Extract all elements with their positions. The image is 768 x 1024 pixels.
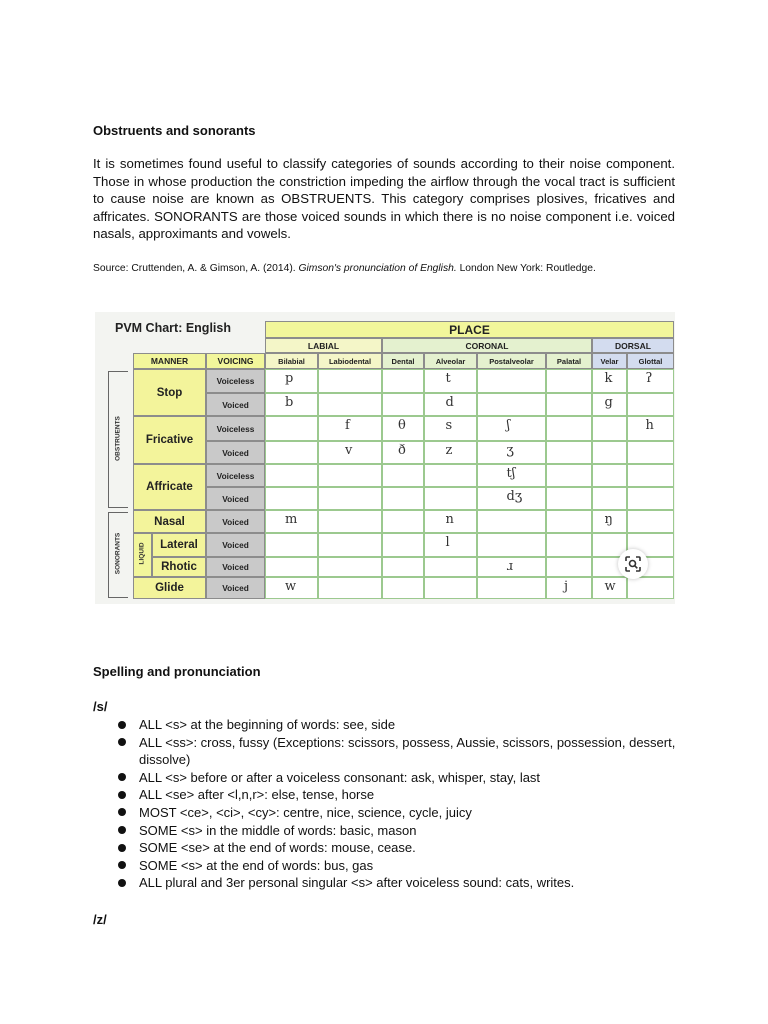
voicing-cell: Voiced <box>206 533 265 557</box>
obstruents-label: OBSTRUENTS <box>114 416 122 461</box>
manner-fricative: Fricative <box>133 416 206 464</box>
liquid-label: LIQUID <box>138 542 146 565</box>
ipa-symbol: d <box>445 395 454 410</box>
bullet-list <box>118 716 688 892</box>
manner-header: MANNER <box>133 353 206 369</box>
list-item: SOME <se> at the end of words: mouse, cease. <box>118 839 688 857</box>
ipa-symbol: j <box>564 579 569 594</box>
column-header: Alveolar <box>424 353 477 369</box>
chart-cell <box>382 393 424 416</box>
dorsal-header: DORSAL <box>592 338 674 353</box>
chart-cell <box>382 369 424 393</box>
column-header: Labiodental <box>318 353 382 369</box>
chart-cell <box>477 510 546 533</box>
chart-cell <box>265 557 318 577</box>
voicing-cell: Voiceless <box>206 464 265 487</box>
manner-stop: Stop <box>133 369 206 416</box>
voicing-cell: Voiced <box>206 441 265 464</box>
ipa-symbol: tʃ <box>506 466 516 481</box>
list-item: MOST <ce>, <ci>, <cy>: centre, nice, science, cycle, juicy <box>118 804 688 822</box>
chart-cell <box>627 393 674 416</box>
ipa-symbol: ʃ <box>506 418 511 433</box>
chart-cell <box>318 464 382 487</box>
chart-cell <box>318 533 382 557</box>
chart-cell <box>592 441 627 464</box>
chart-cell <box>318 577 382 599</box>
lens-glyph <box>624 555 642 573</box>
list-item: ALL <ss>: cross, fussy (Exceptions: scissors, possess, Aussie, scissors, possession, dessert, dissolve) <box>118 734 688 769</box>
chart-cell <box>592 464 627 487</box>
voicing-cell: Voiced <box>206 510 265 533</box>
chart-cell <box>265 533 318 557</box>
ipa-symbol: z <box>445 443 453 458</box>
list-item: ALL <se> after <l,n,r>: else, tense, horse <box>118 786 688 804</box>
chart-cell <box>318 510 382 533</box>
chart-cell <box>477 577 546 599</box>
ipa-symbol: p <box>285 371 294 386</box>
list-item: ALL <s> at the beginning of words: see, side <box>118 716 688 734</box>
chart-cell <box>265 487 318 510</box>
chart-cell <box>627 487 674 510</box>
column-header: Dental <box>382 353 424 369</box>
column-header: Velar <box>592 353 627 369</box>
chart-cell <box>382 510 424 533</box>
chart-cell <box>592 416 627 441</box>
chart-cell <box>546 510 592 533</box>
chart-cell <box>382 464 424 487</box>
ipa-symbol: s <box>445 418 453 433</box>
chart-cell <box>546 393 592 416</box>
chart-cell <box>424 577 477 599</box>
manner-lateral: Lateral <box>152 533 206 557</box>
chart-cell <box>477 533 546 557</box>
section-heading: Obstruents and sonorants <box>93 123 256 138</box>
chart-cell <box>318 393 382 416</box>
labial-header: LABIAL <box>265 338 382 353</box>
ipa-symbol: w <box>285 579 297 594</box>
chart-cell <box>265 416 318 441</box>
chart-cell <box>382 487 424 510</box>
chart-cell <box>382 557 424 577</box>
ipa-symbol: ɹ <box>506 559 514 574</box>
chart-cell <box>477 369 546 393</box>
chart-cell <box>318 369 382 393</box>
voicing-cell: Voiceless <box>206 369 265 393</box>
ipa-symbol: v <box>345 443 353 458</box>
source-citation <box>93 263 693 274</box>
voicing-header: VOICING <box>206 353 265 369</box>
ipa-symbol: θ <box>398 418 406 433</box>
chart-cell <box>424 557 477 577</box>
chart-cell <box>546 464 592 487</box>
manner-rhotic: Rhotic <box>152 557 206 577</box>
chart-cell <box>477 416 546 441</box>
column-header: Postalveolar <box>477 353 546 369</box>
ipa-symbol: h <box>645 418 654 433</box>
chart-cell <box>546 416 592 441</box>
chart-cell <box>546 369 592 393</box>
ipa-symbol: k <box>604 371 613 386</box>
voicing-cell: Voiceless <box>206 416 265 441</box>
section-heading: Spelling and pronunciation <box>93 664 261 679</box>
list-item: ALL plural and 3er personal singular <s> after voiceless sound: cats, writes. <box>118 874 688 892</box>
chart-cell <box>424 487 477 510</box>
ipa-symbol: l <box>445 535 450 550</box>
source-prefix: Source: Cruttenden, A. & Gimson, A. (2014). <box>93 263 299 274</box>
chart-cell <box>265 441 318 464</box>
source-suffix: London New York: Routledge. <box>456 263 596 274</box>
chart-cell <box>424 464 477 487</box>
chart-cell <box>627 577 674 599</box>
ipa-symbol: f <box>345 418 350 433</box>
chart-cell <box>318 557 382 577</box>
chart-cell <box>546 441 592 464</box>
chart-cell <box>592 487 627 510</box>
ipa-symbol: ŋ <box>604 512 613 527</box>
ipa-symbol: g <box>604 395 613 410</box>
ipa-symbol: ʔ <box>645 371 653 386</box>
voicing-cell: Voiced <box>206 577 265 599</box>
chart-cell <box>627 441 674 464</box>
ipa-symbol: w <box>604 579 616 594</box>
column-header: Palatal <box>546 353 592 369</box>
pvm-chart-image <box>95 312 675 604</box>
ipa-symbol: m <box>285 512 298 527</box>
chart-cell <box>546 487 592 510</box>
phoneme-label-z: /z/ <box>93 912 107 927</box>
place-header: PLACE <box>265 321 674 338</box>
manner-nasal: Nasal <box>133 510 206 533</box>
chart-cell <box>627 464 674 487</box>
list-item: SOME <s> at the end of words: bus, gas <box>118 857 688 875</box>
sonorants-label: SONORANTS <box>114 532 122 575</box>
body-paragraph: It is sometimes found useful to classify categories of sounds according to their noise component. Those in whose production the constriction impeding the airflow through the vocal tract is sufficient to cause noise are known as OBSTRUENTS. This category comprises plosives, fricatives and affricates. SONORANTS are those voiced sounds in which there is no noise component i.e. voiced nasals, approximants and vowels. <box>93 156 675 242</box>
chart-cell <box>546 557 592 577</box>
ipa-symbol: n <box>445 512 454 527</box>
column-header: Bilabial <box>265 353 318 369</box>
coronal-header: CORONAL <box>382 338 592 353</box>
chart-cell <box>318 487 382 510</box>
ipa-symbol: t <box>445 371 451 386</box>
ipa-symbol: b <box>285 395 294 410</box>
chart-cell <box>477 393 546 416</box>
ipa-symbol: ð <box>398 443 406 458</box>
source-title: Gimson's pronunciation of English. <box>298 263 457 274</box>
ipa-symbol: ʒ <box>506 443 514 458</box>
chart-cell <box>546 533 592 557</box>
ipa-symbol: dʒ <box>506 489 523 504</box>
lens-search-icon[interactable] <box>618 549 648 579</box>
voicing-cell: Voiced <box>206 487 265 510</box>
list-item: ALL <s> before or after a voiceless consonant: ask, whisper, stay, last <box>118 769 688 787</box>
chart-cell <box>318 416 382 441</box>
list-item: SOME <s> in the middle of words: basic, mason <box>118 822 688 840</box>
chart-cell <box>424 533 477 557</box>
chart-cell <box>546 577 592 599</box>
phoneme-label-s: /s/ <box>93 699 108 714</box>
manner-glide: Glide <box>133 577 206 599</box>
column-header: Glottal <box>627 353 674 369</box>
chart-cell <box>382 577 424 599</box>
voicing-cell: Voiced <box>206 393 265 416</box>
chart-title: PVM Chart: English <box>115 321 231 335</box>
manner-affricate: Affricate <box>133 464 206 510</box>
chart-cell <box>627 510 674 533</box>
voicing-cell: Voiced <box>206 557 265 577</box>
chart-cell <box>382 533 424 557</box>
chart-cell <box>265 464 318 487</box>
